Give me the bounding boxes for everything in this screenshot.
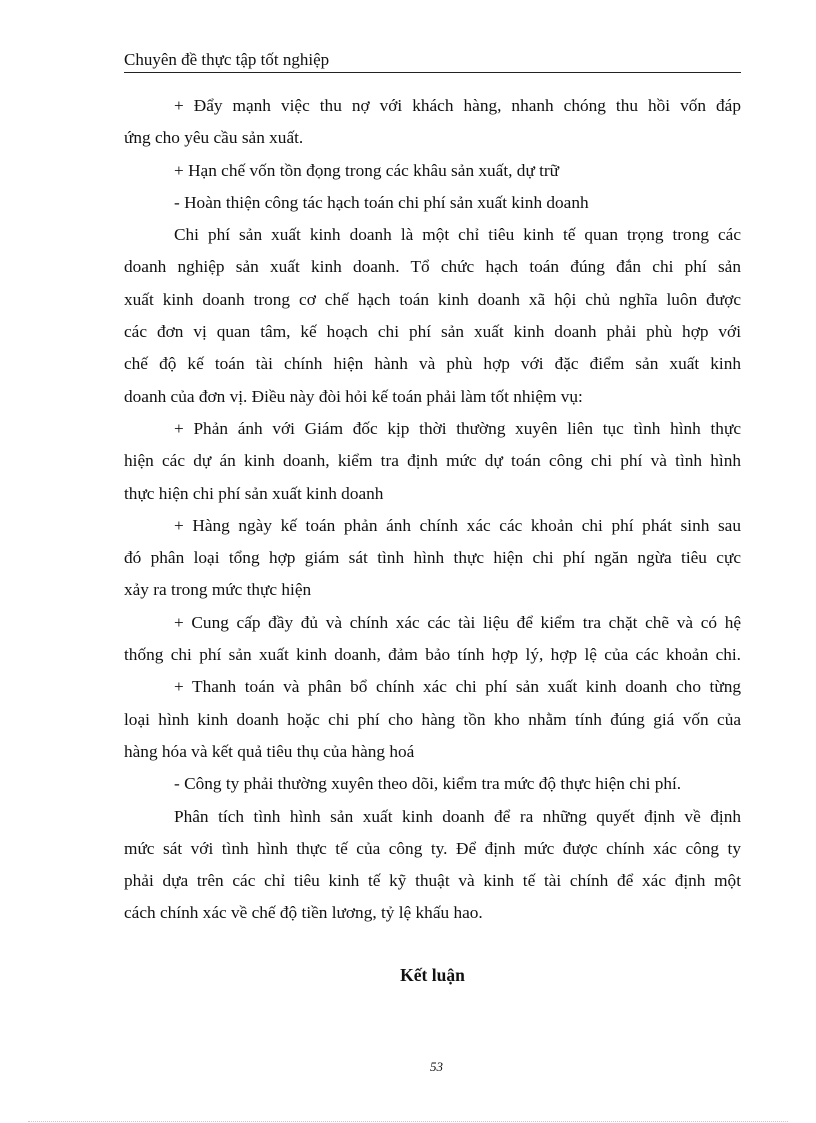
body-line: loại hình kinh doanh hoặc chi phí cho hàng tồn kho nhằm tính đúng giá vốn của (124, 709, 741, 729)
page-edge-divider (28, 1121, 788, 1122)
body-line: + Đẩy mạnh việc thu nợ với khách hàng, nhanh chóng thu hồi vốn đáp (174, 96, 741, 115)
body-line: Phân tích tình hình sản xuất kinh doanh để ra những quyết định về định (174, 806, 741, 826)
page-header (124, 48, 741, 73)
body-line: xảy ra trong mức thực hiện (124, 580, 312, 600)
body-line: thống chi phí sản xuất kinh doanh, đảm bảo tính hợp lý, hợp lệ của các khoản chi. (124, 645, 741, 665)
body-line: - Công ty phải thường xuyên theo dõi, kiểm tra mức độ thực hiện chi phí. (174, 774, 682, 794)
body-line: mức sát với tình hình thực tế của công ty. Để định mức được chính xác công ty (124, 838, 741, 858)
body-line: + Hạn chế vốn tồn đọng trong các khâu sản xuất, dự trữ (174, 160, 560, 180)
body-line: thực hiện chi phí sản xuất kinh doanh (124, 483, 384, 503)
body-line: phải dựa trên các chỉ tiêu kinh tế kỹ thuật và kinh tế tài chính để xác định một (124, 871, 741, 891)
body-line: hiện các dự án kinh doanh, kiểm tra định mức dự toán công chi phí và tình hình (124, 451, 741, 471)
body-line: Chi phí sản xuất kinh doanh là một chỉ tiêu kinh tế quan trọng trong các (174, 225, 741, 245)
body-line: chế độ kế toán tài chính hiện hành và phù hợp với đặc điểm sản xuất kinh (124, 354, 741, 374)
body-line: các đơn vị quan tâm, kế hoạch chi phí sản xuất kinh doanh phải phù hợp với (124, 322, 741, 342)
body-line: + Cung cấp đầy đủ và chính xác các tài liệu để kiểm tra chặt chẽ và có hệ (174, 612, 741, 632)
header-title: Chuyên đề thực tập tốt nghiệp (124, 50, 330, 69)
body-line: + Phản ánh với Giám đốc kịp thời thường xuyên liên tục tình hình thực (174, 418, 741, 438)
body-line: cách chính xác về chế độ tiền lương, tỷ lệ khấu hao. (124, 903, 483, 923)
conclusion-heading: Kết luận (400, 965, 465, 985)
document-body (124, 90, 741, 930)
body-line: + Hàng ngày kế toán phản ánh chính xác các khoản chi phí phát sinh sau (174, 515, 741, 535)
body-line: hàng hóa và kết quả tiêu thụ của hàng hoá (124, 741, 415, 761)
body-line: - Hoàn thiện công tác hạch toán chi phí sản xuất kinh doanh (174, 192, 589, 212)
body-line: ứng cho yêu cầu sản xuất. (124, 128, 304, 148)
body-line: doanh của đơn vị. Điều này đòi hỏi kế toán phải làm tốt nhiệm vụ: (124, 386, 583, 406)
body-line: + Thanh toán và phân bổ chính xác chi phí sản xuất kinh doanh cho từng (174, 677, 741, 697)
body-line: đó phân loại tổng hợp giám sát tình hình thực hiện chi phí ngăn ngừa tiêu cực (124, 548, 741, 568)
body-line: xuất kinh doanh trong cơ chế hạch toán kinh doanh xã hội chủ nghĩa luôn được (124, 289, 741, 309)
body-line: doanh nghiệp sản xuất kinh doanh. Tổ chức hạch toán đúng đắn chi phí sản (124, 257, 741, 277)
page-number: 53 (430, 1059, 443, 1074)
